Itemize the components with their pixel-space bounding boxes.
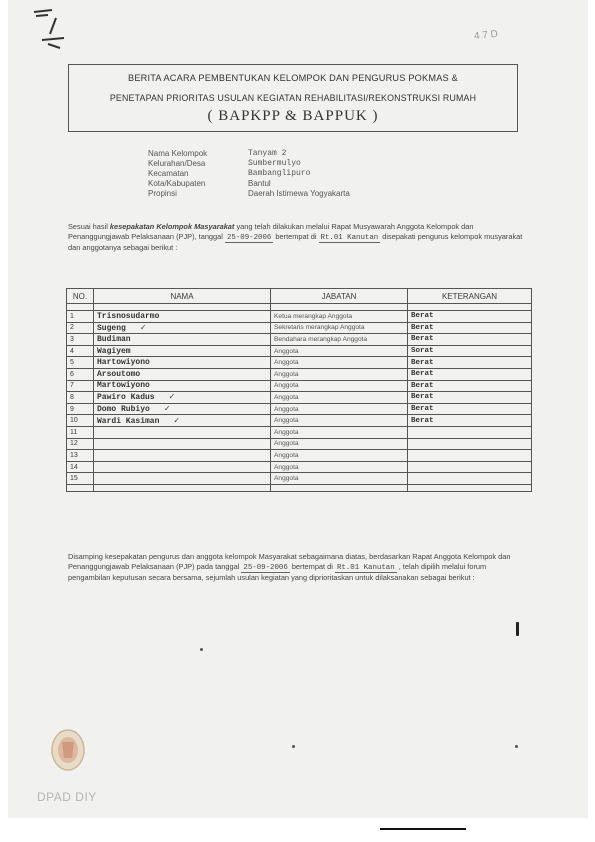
table-row: 7 Martowiyono Anggota Berat bbox=[67, 380, 532, 392]
para-text: bertempat di bbox=[273, 231, 319, 241]
table-row: 8 Pawiro Kadus ✓ Anggota Berat bbox=[67, 392, 532, 404]
meeting-date: 25-09-2006 bbox=[226, 233, 272, 242]
info-value: Daerah Istimewa Yogyakarta bbox=[248, 189, 350, 198]
watermark-text: DPAD DIY bbox=[37, 790, 97, 804]
col-no: NO. bbox=[67, 289, 94, 304]
title-line-3: ( BAPKPP & BAPPUK ) bbox=[207, 108, 379, 124]
info-value: Tanyam 2 bbox=[248, 149, 287, 158]
table-row: 15 Anggota bbox=[67, 473, 532, 485]
check-mark-icon: ✓ bbox=[173, 415, 181, 425]
para-emphasis: kesepakatan Kelompok Masyarakat bbox=[109, 222, 235, 231]
table-row: 6 Arsoutomo Anggota Berat bbox=[67, 368, 532, 380]
info-value: Bantul bbox=[248, 179, 271, 188]
member-name: Domo Rubiyo bbox=[97, 405, 150, 415]
member-name: Sugeng bbox=[97, 323, 126, 333]
para-text: yang telah dilakukan melalui Rapat Musyawarah Anggota Kelompok dan Penanggungjawab Pelaksanaan (PJP), tanggal bbox=[68, 222, 474, 241]
table-row: 3 Budiman Bendahara merangkap Anggota Berat bbox=[67, 334, 532, 346]
meeting-place: Rt.01 Kanutan bbox=[336, 563, 395, 572]
info-label: Propinsi bbox=[148, 189, 177, 198]
table-row: 13 Anggota bbox=[67, 450, 532, 462]
title-box bbox=[68, 64, 518, 132]
para-text: disepakati pengurus kelompok musyarakat dan anggotanya sebagai berikut : bbox=[68, 231, 523, 253]
dpad-seal-logo bbox=[50, 728, 86, 772]
table-row: 11 Anggota bbox=[67, 426, 532, 438]
info-row bbox=[148, 159, 350, 169]
info-label: Kelurahan/Desa bbox=[148, 159, 206, 168]
ink-dot bbox=[292, 745, 295, 748]
info-label: Kota/Kabupaten bbox=[148, 179, 206, 188]
para-text: Disamping kesepakatan pengurus dan anggota kelompok Masyarakat sebagaimana diatas, berdasarkan Rapat Anggota Kelompok dan Penanggungjawab Pelaksanaan (PJP) pada tanggal bbox=[68, 552, 511, 571]
table-row: 5 Hartowiyono Anggota Berat bbox=[67, 357, 532, 369]
table-row: 1 Trisnosudarmo Ketua merangkap Anggota Berat bbox=[67, 311, 532, 323]
info-row bbox=[148, 169, 350, 179]
group-info bbox=[148, 149, 350, 199]
ink-dot bbox=[200, 648, 203, 651]
info-label: Nama Kelompok bbox=[148, 149, 208, 158]
agreement-paragraph bbox=[68, 222, 524, 253]
title-line-1: BERITA ACARA PEMBENTUKAN KELOMPOK DAN PENGURUS POKMAS & bbox=[128, 73, 458, 83]
check-mark-icon: ✓ bbox=[163, 404, 171, 414]
members-table bbox=[66, 288, 532, 492]
member-name: Wardi Kasiman bbox=[97, 416, 160, 426]
handwritten-scribble bbox=[30, 4, 90, 50]
info-value: Bambanglipuro bbox=[248, 169, 311, 178]
table-row: 10 Wardi Kasiman ✓ Anggota Berat bbox=[67, 415, 532, 427]
table-row: 2 Sugeng ✓ Sekretaris merangkap Anggota Berat bbox=[67, 322, 532, 334]
check-mark-icon: ✓ bbox=[139, 322, 147, 332]
priority-paragraph bbox=[68, 552, 524, 583]
bottom-rule bbox=[380, 828, 466, 830]
meeting-date: 25-09-2006 bbox=[243, 563, 288, 572]
info-value: Sumbermulyo bbox=[248, 159, 301, 168]
para-text: Sesuai hasil bbox=[68, 222, 110, 231]
col-jabatan: JABATAN bbox=[271, 289, 408, 304]
info-label: Kecamatan bbox=[148, 169, 189, 178]
check-mark-icon: ✓ bbox=[168, 392, 176, 402]
table-row: 4 Wagiyem Anggota Sorat bbox=[67, 345, 532, 357]
table-row: 12 Anggota bbox=[67, 438, 532, 450]
corner-note: 4 7 D bbox=[473, 28, 499, 43]
col-keterangan: KETERANGAN bbox=[408, 289, 532, 304]
table-spacer-row bbox=[67, 484, 532, 491]
info-row bbox=[148, 189, 350, 199]
para-text: bertempat di bbox=[289, 561, 335, 571]
info-row bbox=[148, 179, 350, 189]
table-row: 14 Anggota bbox=[67, 461, 532, 473]
table-spacer-row bbox=[67, 304, 532, 311]
title-line-2: PENETAPAN PRIORITAS USULAN KEGIATAN REHABILITASI/REKONSTRUKSI RUMAH bbox=[109, 93, 477, 103]
member-name: Pawiro Kadus bbox=[97, 393, 155, 403]
ink-mark bbox=[516, 622, 519, 636]
info-row bbox=[148, 149, 350, 159]
ink-dot bbox=[515, 745, 518, 748]
table-row: 9 Domo Rubiyo ✓ Anggota Berat bbox=[67, 403, 532, 415]
para-text: , telah dipilih melalui forum pengambilan keputusan secara bersama, sejumlah usulan kegiatan yang diprioritaskan untuk dilaksanakan sebagai berikut : bbox=[68, 561, 487, 583]
meeting-place: Rt.01 Kanutan bbox=[320, 233, 379, 242]
table-header-row bbox=[67, 289, 532, 304]
col-nama: NAMA bbox=[94, 289, 271, 304]
